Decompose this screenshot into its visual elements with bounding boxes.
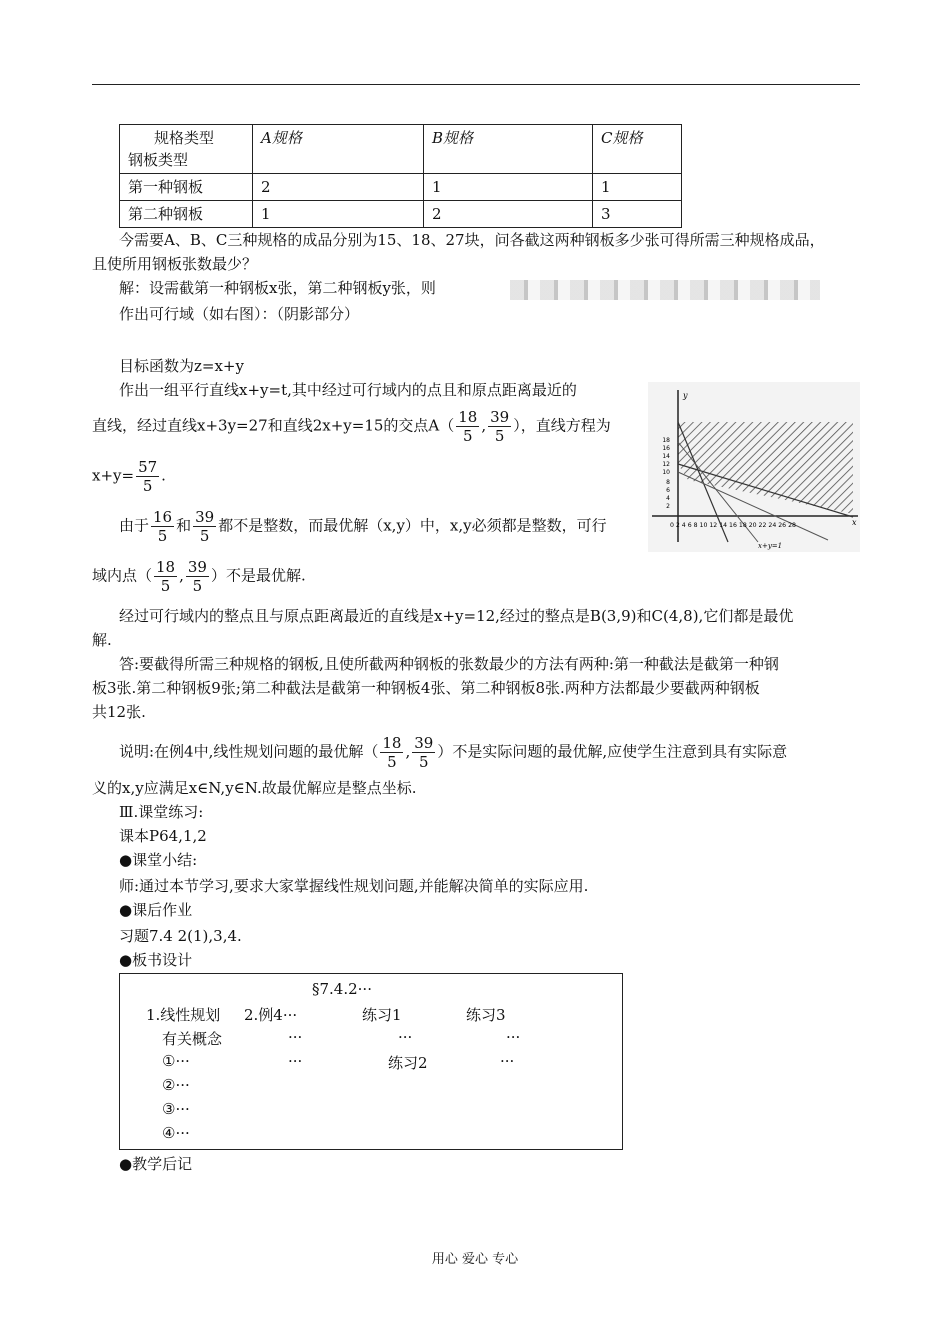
paragraph: 共12张. xyxy=(92,703,146,721)
board-text: ··· xyxy=(288,1028,303,1046)
blurred-formula-image xyxy=(510,280,820,300)
y-tick-label: 4 xyxy=(666,495,670,502)
table-cell: 1 xyxy=(593,174,682,201)
paragraph: 由于 $\frac{16}{5}$ 和 $\frac{39}{5}$ 都不是整数，而最优解（x,y）中，x,y必须都是整数，可行 xyxy=(119,508,607,545)
board-text: ··· xyxy=(398,1028,413,1046)
paragraph: 解. xyxy=(92,631,112,649)
feasible-region-graph xyxy=(648,382,860,552)
paragraph: ●板书设计 xyxy=(119,951,193,969)
paragraph: 目标函数为z=x+y xyxy=(119,357,244,375)
y-tick-label: 18 xyxy=(662,437,670,444)
board-title: §7.4.2··· xyxy=(312,980,372,998)
fraction: $\frac{39}{5}$ xyxy=(187,558,207,595)
table-cell: 2 xyxy=(424,201,593,228)
table-cell: 3 xyxy=(593,201,682,228)
table-cell: C规格 xyxy=(593,125,682,174)
spec-table xyxy=(119,124,682,228)
paragraph: 习题7.4 2(1),3,4. xyxy=(119,927,242,945)
paragraph: 答:要截得所需三种规格的钢板,且使所截两种钢板的张数最少的方法有两种:第一种截法是截第一种钢 xyxy=(119,655,779,673)
table-cell: 第一种钢板 xyxy=(120,174,253,201)
y-tick-label: 8 xyxy=(666,479,670,486)
board-design-box xyxy=(119,973,623,1150)
fraction: $\frac{18}{5}$ xyxy=(382,734,402,771)
paragraph: 域内点（ $\frac{18}{5}$ , $\frac{39}{5}$ ）不是最优解. xyxy=(92,558,306,595)
board-text: 练习1 xyxy=(362,1006,402,1024)
board-text: 练习3 xyxy=(466,1006,506,1024)
board-text: ··· xyxy=(500,1052,515,1070)
y-tick-label: 10 xyxy=(662,469,670,476)
fraction: $\frac{18}{5}$ xyxy=(458,408,478,445)
board-text: ②··· xyxy=(162,1076,190,1094)
header-rule xyxy=(92,84,860,85)
paragraph: 且使所用钢板张数最少？ xyxy=(92,255,258,273)
fraction: $\frac{39}{5}$ xyxy=(490,408,510,445)
paragraph: 经过可行域内的整点且与原点距离最近的直线是x+y=12,经过的整点是B(3,9)和C(4,8),它们都是最优 xyxy=(119,607,794,625)
paragraph: 义的x,y应满足x∈N,y∈N.故最优解应是整点坐标. xyxy=(92,779,417,797)
paragraph: ●课堂小结: xyxy=(119,851,198,869)
y-tick-label: 16 xyxy=(662,445,670,452)
y-tick-label: 12 xyxy=(662,461,670,468)
table-cell: 第二种钢板 xyxy=(120,201,253,228)
y-tick-label: 14 xyxy=(662,453,670,460)
table-cell: 规格类型 钢板类型 xyxy=(120,125,253,174)
y-tick-label: 6 xyxy=(666,487,670,494)
board-text: ④··· xyxy=(162,1124,190,1142)
paragraph: 今需要A、B、C三种规格的成品分别为15、18、27块，问各截这两种钢板多少张可得所需三种规格成品， xyxy=(119,231,825,249)
paragraph: x+y= $\frac{57}{5}$ . xyxy=(92,458,166,495)
line-label: x+y=1 xyxy=(758,542,783,550)
board-text: ③··· xyxy=(162,1100,190,1118)
fraction: $\frac{18}{5}$ xyxy=(156,558,176,595)
x-axis-label: x xyxy=(852,518,857,527)
paragraph: 课本P64,1,2 xyxy=(119,827,207,845)
table-row xyxy=(120,125,682,174)
table-cell: A规格 xyxy=(253,125,424,174)
paragraph: ●教学后记 xyxy=(119,1155,193,1173)
paragraph: 解：设需截第一种钢板x张，第二种钢板y张，则 xyxy=(119,279,436,297)
page-footer: 用心 爱心 专心 xyxy=(431,1252,519,1267)
table-cell: 1 xyxy=(424,174,593,201)
y-axis-label: y xyxy=(683,391,688,400)
board-text: ··· xyxy=(506,1028,521,1046)
table-cell: 2 xyxy=(253,174,424,201)
board-text: ①··· xyxy=(162,1052,190,1070)
paragraph: 作出一组平行直线x+y=t,其中经过可行域内的点且和原点距离最近的 xyxy=(119,381,577,399)
fraction: $\frac{16}{5}$ xyxy=(153,508,173,545)
table-cell: 1 xyxy=(253,201,424,228)
table-row xyxy=(120,201,682,228)
fraction: $\frac{39}{5}$ xyxy=(195,508,215,545)
board-text: 2.例4··· xyxy=(244,1006,298,1024)
fraction: $\frac{57}{5}$ xyxy=(138,458,158,495)
fraction: $\frac{39}{5}$ xyxy=(414,734,434,771)
table-cell: B规格 xyxy=(424,125,593,174)
board-text: 有关概念 xyxy=(162,1030,223,1048)
paragraph: 板3张.第二种钢板9张;第二种截法是截第一种钢板4张、第二种钢板8张.两种方法都最少要截两种钢板 xyxy=(92,679,760,697)
board-text: 1.线性规划 xyxy=(146,1006,221,1024)
paragraph: 说明:在例4中,线性规划问题的最优解（ $\frac{18}{5}$ , $\frac{39}{5}$ ）不是实际问题的最优解,应使学生注意到具有实际意 xyxy=(119,734,788,771)
y-tick-label: 2 xyxy=(666,503,670,510)
paragraph: ●课后作业 xyxy=(119,901,193,919)
paragraph: 作出可行域（如右图）：（阴影部分） xyxy=(119,305,360,323)
paragraph: Ⅲ.课堂练习: xyxy=(119,803,204,821)
board-text: ··· xyxy=(288,1052,303,1070)
paragraph: 师:通过本节学习,要求大家掌握线性规划问题,并能解决简单的实际应用. xyxy=(119,877,589,895)
board-text: 练习2 xyxy=(388,1054,428,1072)
paragraph: 直线，经过直线x+3y=27和直线2x+y=15的交点A（ $\frac{18}{5}$ , $\frac{39}{5}$ ），直线方程为 xyxy=(92,408,611,445)
x-tick-labels: 0 2 4 6 8 10 12 14 16 18 20 22 24 26 28 xyxy=(670,522,796,529)
table-row xyxy=(120,174,682,201)
